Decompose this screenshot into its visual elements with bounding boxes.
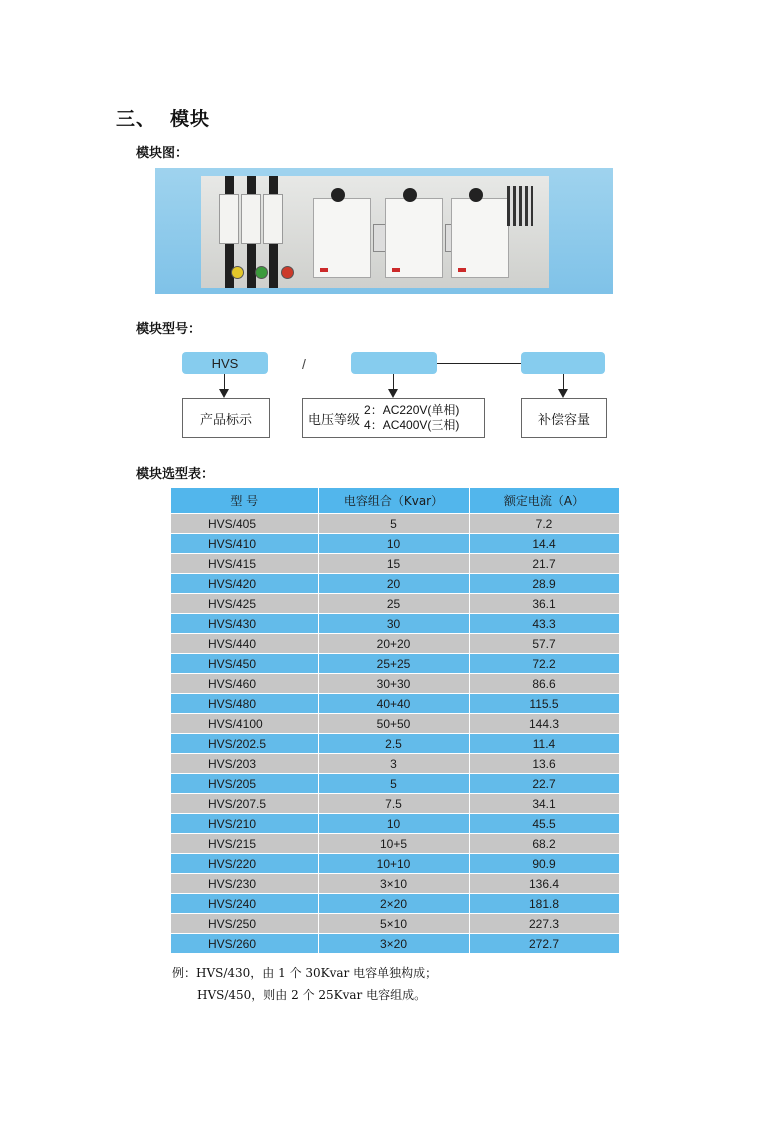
table-row <box>171 754 619 774</box>
table-row <box>171 694 619 714</box>
example-note <box>172 962 437 1006</box>
cell-current: 13.6 <box>469 754 619 774</box>
cell-current: 22.7 <box>469 774 619 794</box>
table-row <box>171 574 619 594</box>
cell-current: 86.6 <box>469 674 619 694</box>
cell-capacitor: 30 <box>318 614 469 634</box>
cell-model: HVS/425 <box>171 594 318 614</box>
cell-current: 21.7 <box>469 554 619 574</box>
voltage-options <box>364 403 459 433</box>
table-header-row <box>171 488 619 514</box>
cell-capacitor: 10 <box>318 534 469 554</box>
cell-model: HVS/205 <box>171 774 318 794</box>
cell-current: 34.1 <box>469 794 619 814</box>
cell-current: 272.7 <box>469 934 619 954</box>
cell-current: 227.3 <box>469 914 619 934</box>
cell-capacitor: 50+50 <box>318 714 469 734</box>
table-row <box>171 614 619 634</box>
voltage-label: 电压等级 <box>308 412 361 428</box>
cell-model: HVS/250 <box>171 914 318 934</box>
table-row <box>171 934 619 954</box>
cell-model: HVS/440 <box>171 634 318 654</box>
table-row <box>171 774 619 794</box>
table-row <box>171 534 619 554</box>
cell-capacitor: 5 <box>318 774 469 794</box>
table-caption: 模块选型表： <box>136 467 215 482</box>
cell-model: HVS/405 <box>171 514 318 534</box>
cell-current: 68.2 <box>469 834 619 854</box>
cell-model: HVS/480 <box>171 694 318 714</box>
note-line-1: 例：HVS/430，由 1 个 30Kvar 电容单独构成； <box>172 966 438 980</box>
photo-caption: 模块图： <box>136 146 189 161</box>
cell-capacitor: 3×10 <box>318 874 469 894</box>
cell-model: HVS/460 <box>171 674 318 694</box>
cell-capacitor: 5 <box>318 514 469 534</box>
cell-current: 72.2 <box>469 654 619 674</box>
cell-capacitor: 10+10 <box>318 854 469 874</box>
box-voltage-level <box>302 398 485 438</box>
table-row <box>171 854 619 874</box>
table-row <box>171 734 619 754</box>
cell-current: 181.8 <box>469 894 619 914</box>
separator: / <box>302 356 306 372</box>
tag-capacity <box>521 352 605 374</box>
module-photo-scene <box>201 176 549 288</box>
cell-capacitor: 10 <box>318 814 469 834</box>
cell-current: 43.3 <box>469 614 619 634</box>
cell-model: HVS/410 <box>171 534 318 554</box>
cell-model: HVS/240 <box>171 894 318 914</box>
table-row <box>171 714 619 734</box>
table-row <box>171 814 619 834</box>
cell-current: 57.7 <box>469 634 619 654</box>
table-row <box>171 554 619 574</box>
cell-model: HVS/415 <box>171 554 318 574</box>
cell-capacitor: 30+30 <box>318 674 469 694</box>
cell-capacitor: 5×10 <box>318 914 469 934</box>
cell-current: 7.2 <box>469 514 619 534</box>
model-code-diagram <box>178 350 618 442</box>
header-model: 型 号 <box>171 488 318 514</box>
cell-capacitor: 20+20 <box>318 634 469 654</box>
cell-model: HVS/420 <box>171 574 318 594</box>
cell-current: 90.9 <box>469 854 619 874</box>
cell-model: HVS/430 <box>171 614 318 634</box>
cell-model: HVS/260 <box>171 934 318 954</box>
header-capacitor: 电容组合（Kvar） <box>318 488 469 514</box>
connector-line <box>437 363 521 364</box>
cell-model: HVS/210 <box>171 814 318 834</box>
arrow-down-icon <box>558 389 568 398</box>
table-row <box>171 874 619 894</box>
model-caption: 模块型号： <box>136 322 202 337</box>
cell-capacitor: 25+25 <box>318 654 469 674</box>
cell-model: HVS/230 <box>171 874 318 894</box>
cell-capacitor: 25 <box>318 594 469 614</box>
cell-current: 136.4 <box>469 874 619 894</box>
cell-current: 115.5 <box>469 694 619 714</box>
cell-capacitor: 40+40 <box>318 694 469 714</box>
cell-current: 36.1 <box>469 594 619 614</box>
cell-current: 144.3 <box>469 714 619 734</box>
table-row <box>171 794 619 814</box>
selection-table <box>171 488 619 953</box>
cell-model: HVS/202.5 <box>171 734 318 754</box>
header-current: 额定电流（A） <box>469 488 619 514</box>
table-row <box>171 514 619 534</box>
cell-capacitor: 10+5 <box>318 834 469 854</box>
cell-current: 11.4 <box>469 734 619 754</box>
voltage-option-2: 4：AC400V(三相) <box>364 418 460 432</box>
cell-current: 28.9 <box>469 574 619 594</box>
section-number: 三、 <box>116 108 157 130</box>
tag-product: HVS <box>182 352 268 374</box>
table-row <box>171 894 619 914</box>
section-heading <box>116 104 210 131</box>
cell-model: HVS/4100 <box>171 714 318 734</box>
note-line-2: HVS/450，则由 2 个 25Kvar 电容组成。 <box>197 988 427 1002</box>
cell-model: HVS/215 <box>171 834 318 854</box>
table-row <box>171 594 619 614</box>
cell-capacitor: 3 <box>318 754 469 774</box>
table-row <box>171 914 619 934</box>
cell-model: HVS/207.5 <box>171 794 318 814</box>
table-row <box>171 634 619 654</box>
cell-capacitor: 7.5 <box>318 794 469 814</box>
box-product-id: 产品标示 <box>182 398 270 438</box>
module-photo <box>155 168 613 294</box>
cell-current: 14.4 <box>469 534 619 554</box>
cell-capacitor: 2.5 <box>318 734 469 754</box>
table-row <box>171 834 619 854</box>
section-title: 模块 <box>170 108 211 130</box>
box-capacity: 补偿容量 <box>521 398 607 438</box>
cell-capacitor: 20 <box>318 574 469 594</box>
cell-current: 45.5 <box>469 814 619 834</box>
cell-model: HVS/203 <box>171 754 318 774</box>
table-row <box>171 674 619 694</box>
arrow-down-icon <box>219 389 229 398</box>
cell-capacitor: 15 <box>318 554 469 574</box>
arrow-down-icon <box>388 389 398 398</box>
cell-model: HVS/450 <box>171 654 318 674</box>
cell-capacitor: 3×20 <box>318 934 469 954</box>
cell-model: HVS/220 <box>171 854 318 874</box>
table-row <box>171 654 619 674</box>
voltage-option-1: 2：AC220V(单相) <box>364 403 460 417</box>
tag-voltage <box>351 352 437 374</box>
cell-capacitor: 2×20 <box>318 894 469 914</box>
